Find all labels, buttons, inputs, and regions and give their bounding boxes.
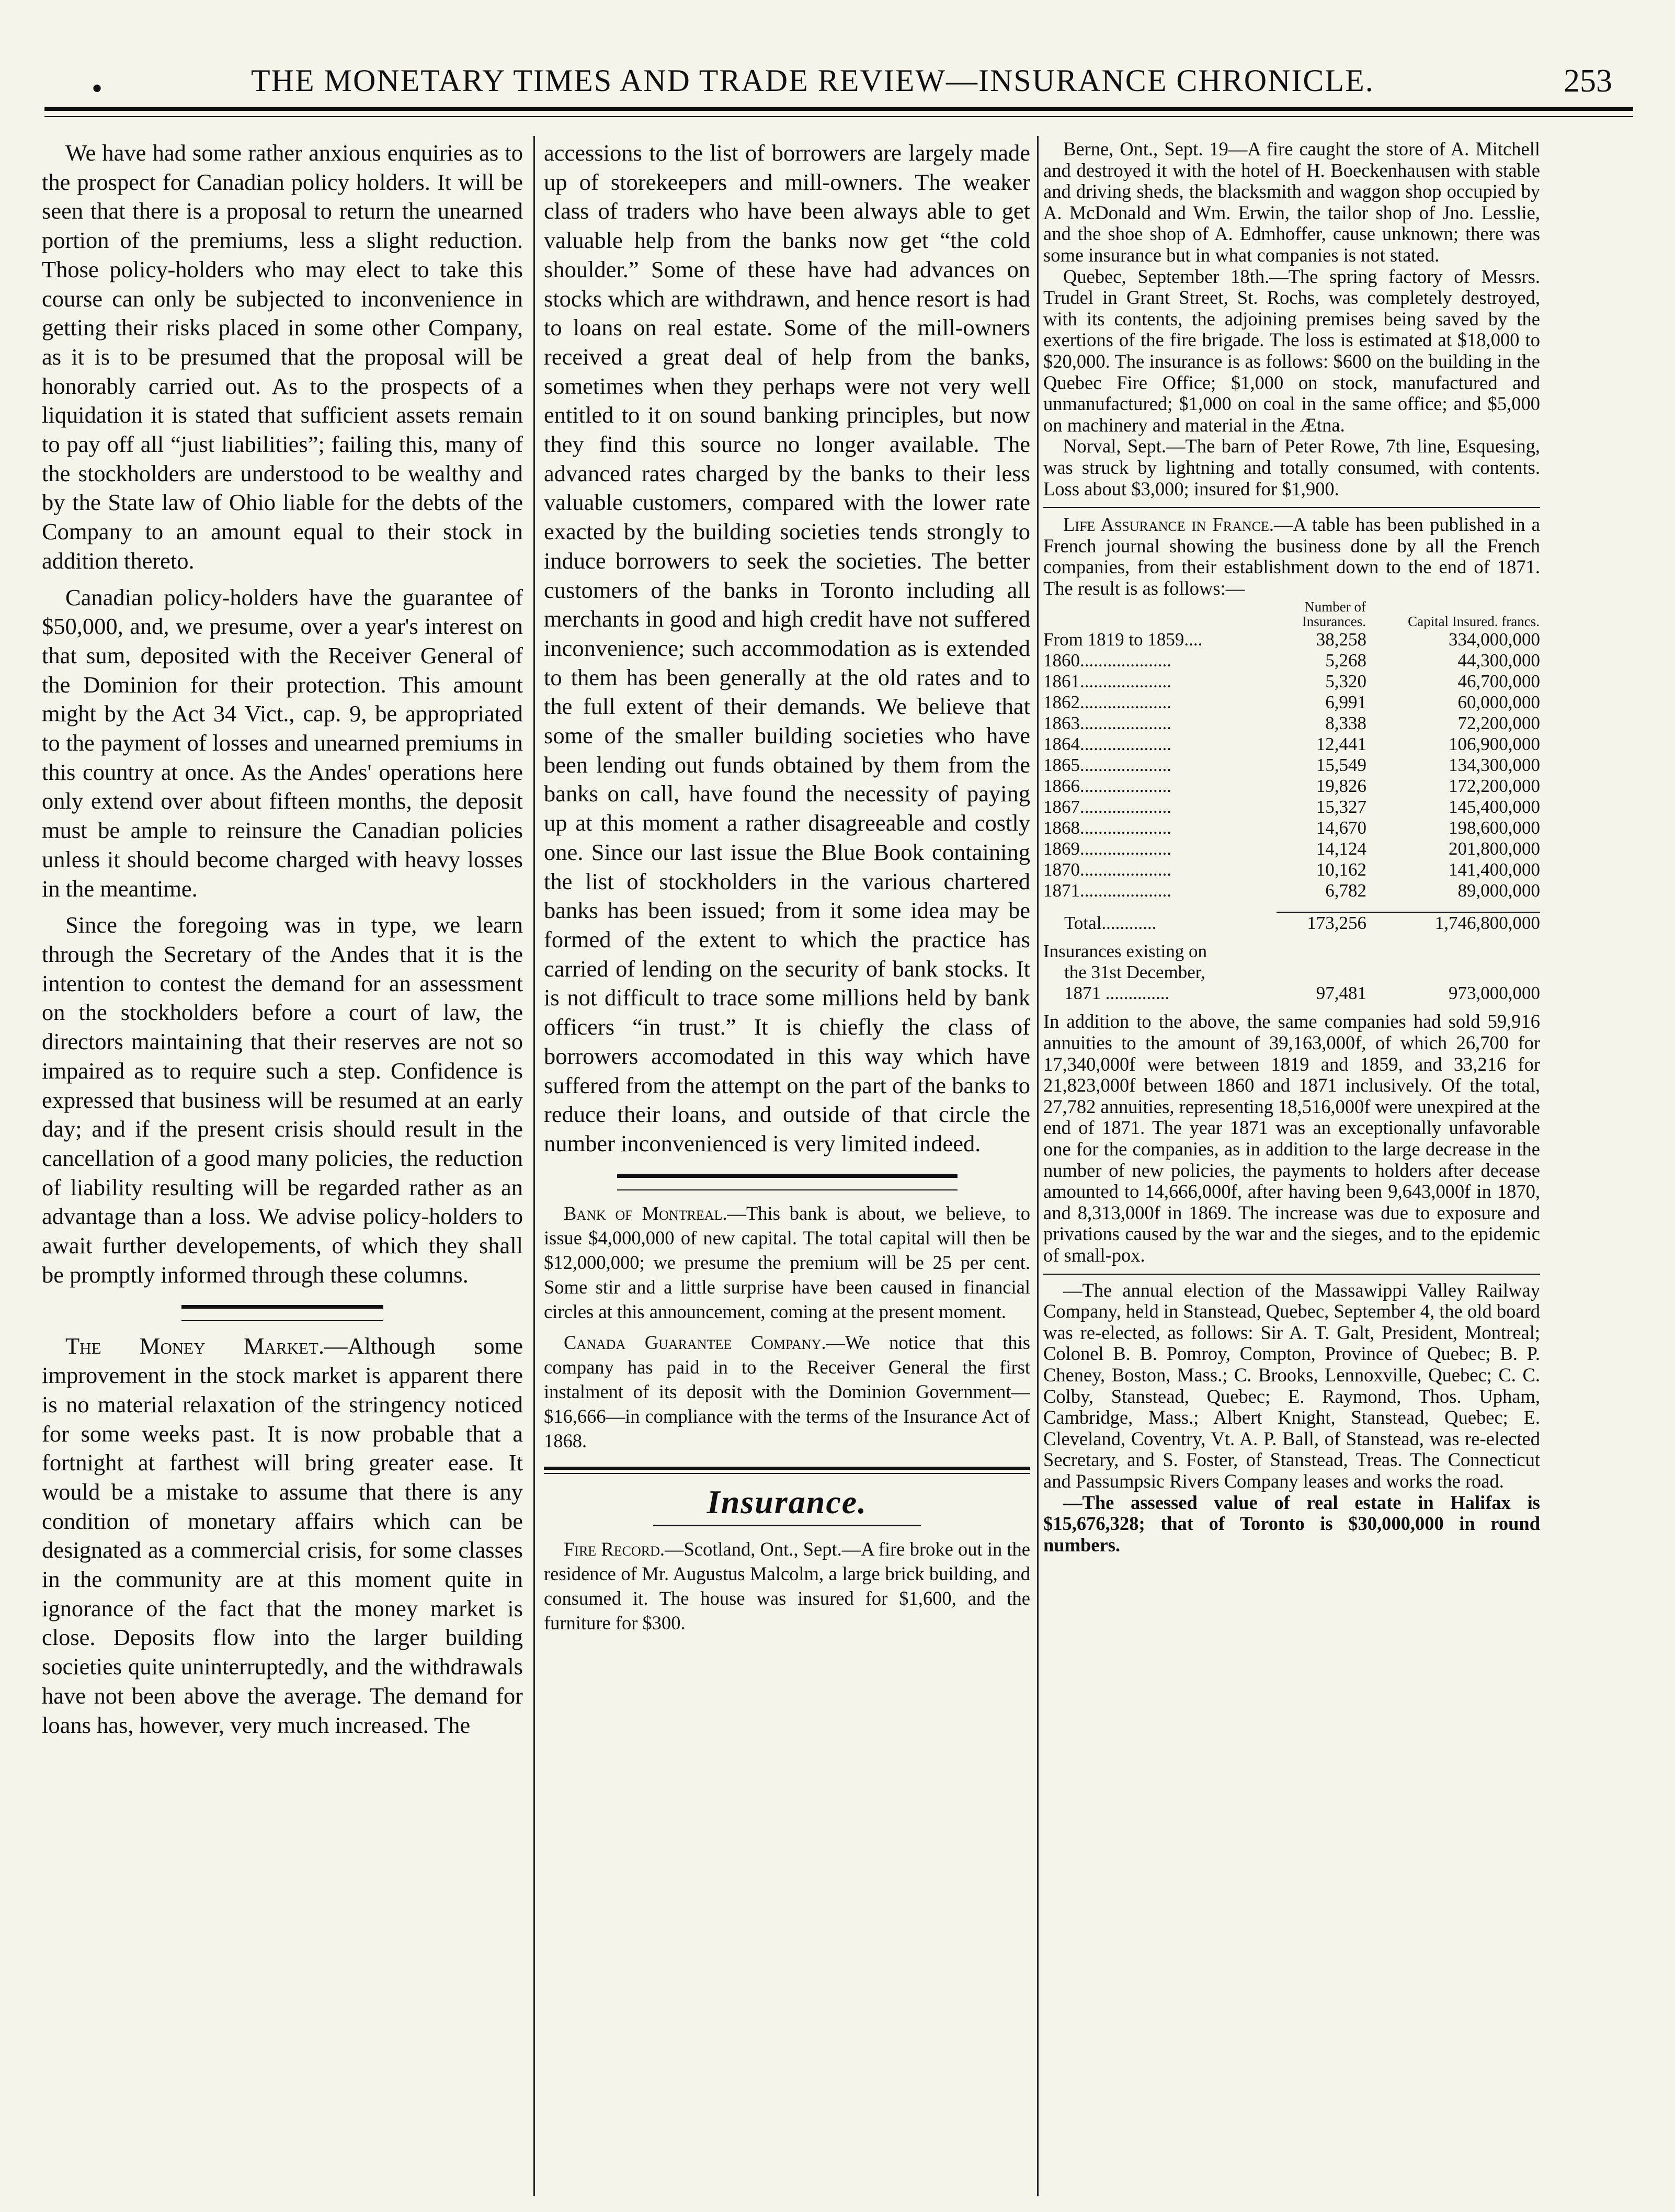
- halifax-paragraph: —The assessed value of real estate in Halifax is $15,676,328; that of Toronto is $30,000,000 in round numbers.: [1043, 1491, 1540, 1556]
- row-number: 12,441: [1316, 734, 1366, 755]
- page-number: 253: [1564, 63, 1612, 99]
- fire-record-article: [544, 1537, 1030, 1635]
- row-capital: 106,900,000: [1449, 734, 1540, 755]
- row-label: 1866....................: [1043, 776, 1171, 797]
- table-header-row: [1043, 599, 1540, 629]
- table-existing-row-3: [1043, 983, 1540, 1004]
- table-body: [1043, 629, 1540, 901]
- table-row: [1043, 692, 1540, 713]
- page-title: THE MONETARY TIMES AND TRADE REVIEW—INSURANCE CHRONICLE.: [251, 63, 1374, 98]
- table-row: [1043, 755, 1540, 776]
- row-capital: 72,200,000: [1457, 713, 1540, 734]
- row-number: 5,268: [1325, 650, 1366, 671]
- column-2: [544, 139, 1030, 2191]
- canada-guarantee-text: —We notice that this company has paid in to the Receiver General the first instalment of its deposit with the Dominion Government—$16,666—in compliance with the terms of the Insurance Act of 1868.: [544, 1331, 1030, 1451]
- berne-fire-paragraph: Berne, Ont., Sept. 19—A fire caught the store of A. Mitchell and destroyed it with the hotel of H. Boeckenhausen with stable and driving sheds, the blacksmith and waggon shop occupied by A. McDonald and Wm. Erwin, the tailor shop of Jno. Lesslie, and the shoe shop of A. Edmhoffer, cause unknown; there was some insurance but in what companies is not stated.: [1043, 139, 1540, 266]
- money-market-continued: accessions to the list of borrowers are largely made up of storekeepers and mill-owners. The weaker class of traders who have been always able to get valuable help from the banks now get “the cold shoulder.” Some of these have had advances on stocks which are withdrawn, and hence resort is had to loans on real estate. Some of the mill-owners received a great deal of help from the banks, sometimes when they perhaps were not very well entitled to it on sound banking principles, but now they find this source no longer available. The advanced rates charged by the banks to their less valuable customers, compared with the lower rate exacted by the building societies tends strongly to induce borrowers to seek the societies. The better customers of the banks in Toronto including all merchants in good and high credit have not suffered inconvenience; such accommodation as is extended to them has been generally at the old rates and to the full extent of their demands. We believe that some of the smaller building societies who have been lending out funds obtained by them from the banks on call, have found the necessity of paying up at this moment a rather disagreeable and costly one. Since our last issue the Blue Book containing the list of stockholders in the various chartered banks has been issued; from it some idea may be formed of the extent to which the practice has carried of lending on the security of bank stocks. It is not difficult to trace some millions held by bank officers “in trust.” It is chiefly the class of borrowers accomodated in this way which have suffered from the attempt on the part of the banks to reduce their loans, and outside of that circle the number inconvenienced is very limited indeed.: [544, 140, 1030, 1156]
- existing-label-2: the 31st December,: [1064, 962, 1205, 983]
- table-row: [1043, 838, 1540, 859]
- quebec-fire-paragraph: Quebec, September 18th.—The spring factory of Messrs. Trudel in Grant Street, St. Rochs, was completely destroyed, with its contents, the adjoining premises being saved by the exertions of the fire brigade. The loss is estimated at $18,000 to $20,000. The insurance is as follows: $600 on the building in the Quebec Fire Office; $1,000 on stock, manufactured and unmanufactured; $1,000 on coal in the same office; and $5,000 on machinery and material in the Ætna.: [1043, 265, 1540, 436]
- row-label: 1868....................: [1043, 818, 1171, 838]
- table-total-row: [1043, 913, 1540, 934]
- table-row: [1043, 671, 1540, 692]
- fire-record-text: —Scotland, Ont., Sept.—A fire broke out in the residence of Mr. Augustus Malcolm, a large brick building, and consumed it. The house was insured for $1,600, and the furniture for $300.: [544, 1538, 1030, 1634]
- life-assurance-intro: —A table has been published in a French journal showing the business done by all the French companies, from their establishment down to the end of 1871. The result is as follows:—: [1043, 514, 1540, 599]
- money-market-heading: The Money Market.: [65, 1333, 325, 1359]
- andes-paragraph-2: Canadian policy-holders have the guarantee of $50,000, and, we presume, over a year's interest on that sum, deposited with the Receiver General of the Dominion for their protection. This amount might by the Act 34 Vict., cap. 9, be appropriated to the payment of losses and unearned premiums in this country at once. As the Andes' operations here only extend over about fifteen months, the deposit must be ample to reinsure the Canadian policies unless it should become charged with heavy losses in the meantime.: [42, 584, 523, 902]
- number-column-header: Number of Insurances.: [1302, 599, 1366, 630]
- row-capital: 172,200,000: [1449, 776, 1540, 797]
- andes-paragraph-1: We have had some rather anxious enquiries as to the prospect for Canadian policy holders. It will be seen that there is a proposal to return the unearned portion of the premiums, less a slight reduction. Those policy-holders who may elect to take this course can only be subjected to inconvenience in getting their risks placed in some other Company, as it is to be presumed that the proposal will be honorably carried out. As to the prospects of a liquidation it is stated that sufficient assets remain to pay off all “just liabilities”; failing this, many of the stockholders are understood to be wealthy and by the State law of Ohio liable for the debts of the Company to an amount equal to their stock in addition thereto.: [42, 140, 523, 574]
- andes-paragraph-3: Since the foregoing was in type, we learn through the Secretary of the Andes that it is the intention to contest the demand for an assessment on the stockholders before a court of law, the directors maintaining that their reserves are not so impaired as to require such a step. Confidence is expressed that business will be resumed at an early day; and if the present crisis should result in the cancellation of a good many policies, the reduction of liability resulting will be regarded rather as an advantage than a loss. We advise policy-holders to await further developements, of which they shall be promptly informed through these columns.: [42, 912, 523, 1288]
- row-number: 19,826: [1316, 776, 1366, 797]
- row-label: 1869....................: [1043, 838, 1171, 859]
- norval-fire-paragraph: Norval, Sept.—The barn of Peter Rowe, 7th line, Esquesing, was struck by lightning and totally consumed, with contents. Loss about $3,000; insured for $1,900.: [1043, 435, 1540, 500]
- table-row: [1043, 650, 1540, 671]
- row-capital: 134,300,000: [1449, 755, 1540, 776]
- row-label: 1867....................: [1043, 797, 1171, 818]
- table-existing-row-1: [1043, 941, 1540, 962]
- money-market-article: [42, 1332, 523, 1740]
- fire-record-heading: Fire Record.: [564, 1538, 665, 1560]
- section-rule: [1043, 507, 1540, 508]
- section-rule: [1043, 1274, 1540, 1275]
- table-row: [1043, 880, 1540, 901]
- existing-capital: 973,000,000: [1449, 983, 1540, 1004]
- column-1: [42, 139, 523, 2191]
- existing-label-1: Insurances existing on: [1043, 941, 1207, 962]
- row-number: 8,338: [1325, 713, 1366, 734]
- insurance-section-heading: Insurance.: [707, 1483, 868, 1521]
- row-number: 15,549: [1316, 755, 1366, 776]
- section-rule-thick: [544, 1467, 1030, 1470]
- row-label: From 1819 to 1859....: [1043, 629, 1203, 650]
- row-capital: 46,700,000: [1457, 671, 1540, 692]
- total-number: 173,256: [1307, 913, 1366, 934]
- total-label: Total............: [1064, 913, 1157, 934]
- bank-of-montreal-text: —This bank is about, we believe, to issue $4,000,000 of new capital. The total capital will then be $12,000,000; we presume the premium will be 25 per cent. Some stir and a little surprise have been caused in financial circles at this announcement, coming at the present moment.: [544, 1202, 1030, 1322]
- table-row: [1043, 818, 1540, 838]
- row-capital: 145,400,000: [1449, 797, 1540, 818]
- row-number: 38,258: [1316, 629, 1366, 650]
- row-label: 1861....................: [1043, 671, 1171, 692]
- section-rule: [617, 1174, 958, 1190]
- table-row: [1043, 859, 1540, 880]
- life-assurance-article: [1043, 514, 1540, 599]
- row-label: 1860....................: [1043, 650, 1171, 671]
- money-market-text: —Although some improvement in the stock market is apparent there is no material relaxation of the stringency noticed for some weeks past. It is now probable that a fortnight at farthest will bring greater ease. It would be a mistake to assume that there is any condition of monetary affairs which can be designated as a commercial crisis, for some classes in the community are at this moment quite in ignorance of the fact that the money market is close. Deposits flow into the larger building societies quite uninterruptedly, and the withdrawals have not been above the average. The demand for loans has, however, very much increased. The: [42, 1333, 523, 1738]
- column-divider-1: [533, 136, 535, 2196]
- canada-guarantee-article: [544, 1330, 1030, 1453]
- table-row: [1043, 797, 1540, 818]
- life-assurance-table: [1043, 599, 1540, 1004]
- row-capital: 60,000,000: [1457, 692, 1540, 713]
- canada-guarantee-heading: Canada Guarantee Company.: [564, 1331, 826, 1353]
- capital-column-header: Capital Insured. francs.: [1408, 614, 1540, 630]
- table-row: [1043, 734, 1540, 755]
- header-rule-thin: [44, 116, 1633, 117]
- annuities-paragraph: In addition to the above, the same companies had sold 59,916 annuities to the amount of 39,163,000f, of which 26,700 for 17,340,000f were between 1819 and 1859, and 33,216 for 21,823,000f between 1860 and 1871 inclusively. Of the total, 27,782 annuities, representing 18,516,000f were unexpired at the end of 1871. The year 1871 was an exceptionally unfavorable one for the companies, as in addition to the large decrease in the number of new policies, the payments to holders after decease amounted to 14,666,000f, after having been 9,643,000f in 1870, and 8,313,000f in 1869. The increase was due to exposure and privations caused by the war and the sieges, and to the epidemic of small-pox.: [1043, 1011, 1540, 1266]
- section-rule-thin: [544, 1473, 1030, 1474]
- existing-number: 97,481: [1316, 983, 1366, 1004]
- row-capital: 334,000,000: [1449, 629, 1540, 650]
- row-number: 5,320: [1325, 671, 1366, 692]
- bank-of-montreal-heading: Bank of Montreal.: [564, 1202, 727, 1224]
- row-capital: 201,800,000: [1449, 838, 1540, 859]
- header-rule-thick: [44, 107, 1633, 111]
- section-rule: [181, 1305, 383, 1321]
- row-label: 1864....................: [1043, 734, 1171, 755]
- bank-of-montreal-article: [544, 1201, 1030, 1324]
- row-capital: 141,400,000: [1449, 859, 1540, 880]
- row-label: 1865....................: [1043, 755, 1171, 776]
- life-assurance-heading: Life Assurance in France.: [1063, 514, 1274, 536]
- page-header: [42, 60, 1633, 106]
- row-label: 1863....................: [1043, 713, 1171, 734]
- table-row: [1043, 776, 1540, 797]
- massawippi-paragraph: —The annual election of the Massawippi Valley Railway Company, held in Stanstead, Quebec, September 4, the old board was re-elected, as follows: Sir A. T. Galt, President, Montreal; Colonel B. B. Pomroy, Compton, Province of Quebec; B. P. Cheney, Boston, Mass.; C. Brooks, Lennoxville, Quebec; C. C. Colby, Stanstead, Quebec; E. Raymond, Thos. Upham, Cambridge, Mass.; Albert Knight, Stanstead, Quebec; E. Cleveland, Coventry, Vt. A. P. Ball, of Stanstead, was re-elected Secretary, and S. Foster, of Stanstead, Treas. The Connecticut and Passumpsic Rivers Company leases and works the road.: [1043, 1279, 1540, 1492]
- row-number: 15,327: [1316, 797, 1366, 818]
- table-row: [1043, 629, 1540, 650]
- section-rule-short: [653, 1525, 921, 1526]
- column-divider-2: [1037, 136, 1039, 2196]
- table-row: [1043, 713, 1540, 734]
- row-number: 6,991: [1325, 692, 1366, 713]
- row-capital: 44,300,000: [1457, 650, 1540, 671]
- total-capital: 1,746,800,000: [1434, 913, 1540, 934]
- row-label: 1871....................: [1043, 880, 1171, 901]
- row-number: 14,124: [1316, 838, 1366, 859]
- row-capital: 89,000,000: [1457, 880, 1540, 901]
- header-bullet: •: [92, 71, 103, 106]
- row-capital: 198,600,000: [1449, 818, 1540, 838]
- table-existing-row-2: [1043, 962, 1540, 983]
- row-label: 1862....................: [1043, 692, 1171, 713]
- row-number: 6,782: [1325, 880, 1366, 901]
- column-3: [1043, 139, 1540, 2191]
- row-label: 1870....................: [1043, 859, 1171, 880]
- row-number: 10,162: [1316, 859, 1366, 880]
- row-number: 14,670: [1316, 818, 1366, 838]
- brief-notes: [544, 1201, 1030, 1635]
- existing-label-3: 1871 ..............: [1064, 983, 1170, 1004]
